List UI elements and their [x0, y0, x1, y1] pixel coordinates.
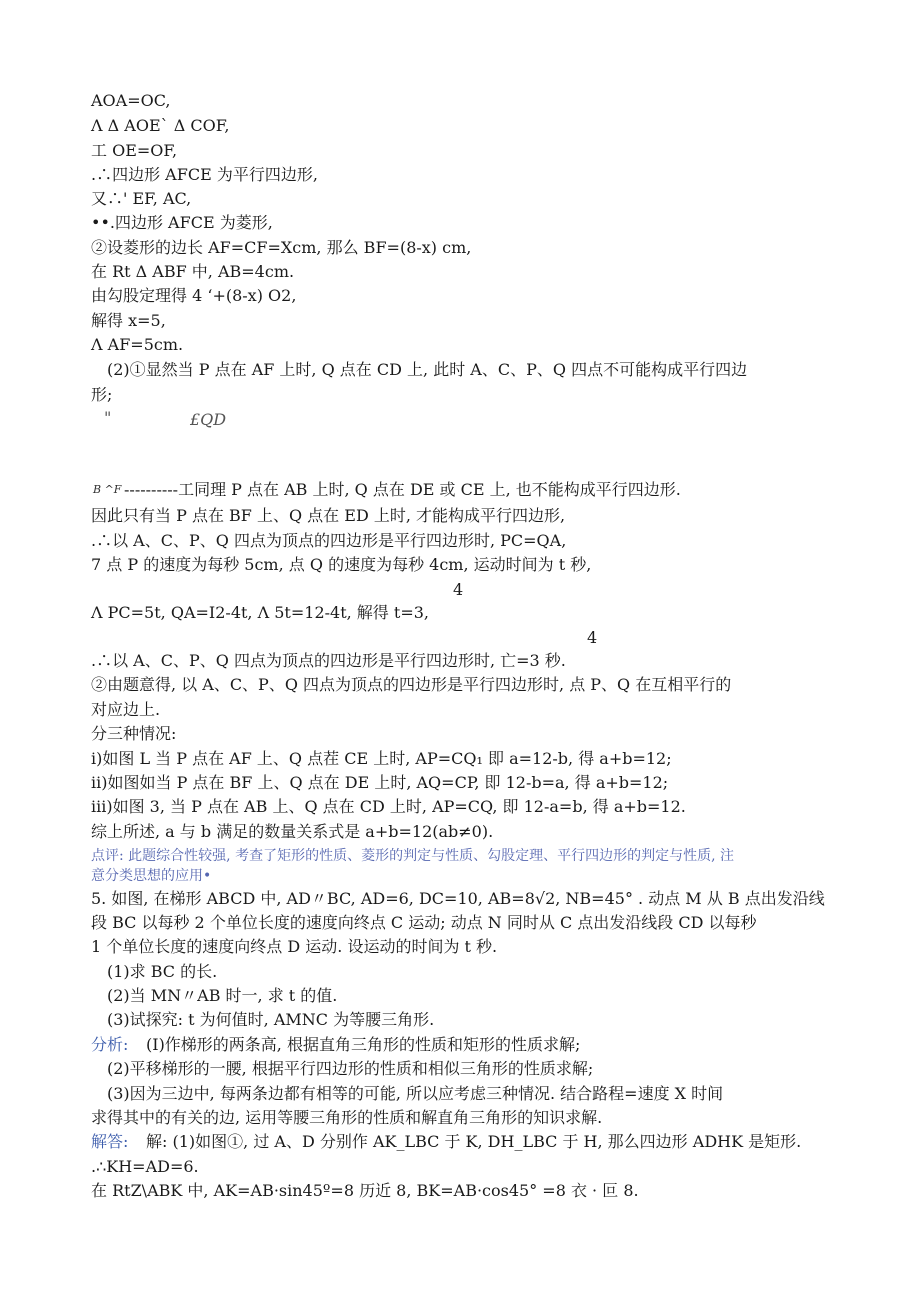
text-line: .∴以 A、C、P、Q 四点为顶点的四边形是平行四边形时, 亡=3 秒. — [91, 651, 566, 670]
comment-line: 意分类思想的应用• — [91, 868, 212, 884]
text-line: 在 Rt Δ ABF 中, AB=4cm. — [91, 262, 295, 281]
fraction-denominator: 4 — [453, 580, 464, 599]
text-line: 在 RtZ\ABK 中, AK=AB·sin45º=8 历近 8, BK=AB·cos45° =8 衣 · 叵 8. — [91, 1181, 639, 1200]
text-line: .∴KH=AD=6. — [91, 1157, 199, 1176]
text-line: Λ PC=5t, QA=I2-4t, Λ 5t=12-4t, 解得 t=3, — [91, 603, 429, 622]
figure-fragment-mark: " — [104, 408, 112, 427]
figure-label-bf: B ^F — [93, 483, 122, 496]
text-line: 1 个单位长度的速度向终点 D 运动. 设运动的时间为 t 秒. — [91, 937, 498, 956]
text-line: iii)如图 3, 当 P 点在 AB 上、Q 点在 CD 上时, AP=CQ, 即 12-a=b, 得 a+b=12. — [91, 797, 686, 816]
text-line: AOA=OC, — [91, 91, 171, 110]
text-line: ••.四边形 AFCE 为菱形, — [91, 213, 273, 232]
text-line: ii)如图如当 P 点在 BF 上、Q 点在 DE 上时, AQ=CP, 即 12-b=a, 得 a+b=12; — [91, 773, 669, 792]
text-line: 解得 x=5, — [91, 311, 166, 330]
text-line: 分三种情况: — [91, 724, 177, 743]
text-line: 综上所述, a 与 b 满足的数量关系式是 a+b=12(ab≠0). — [91, 822, 494, 841]
fraction-denominator: 4 — [587, 628, 598, 647]
text-line: ----------工同理 P 点在 AB 上时, Q 点在 DE 或 CE 上, 也不能构成平行四边形. — [124, 480, 681, 499]
text-line: (3)试探究: t 为何值时, AMNC 为等腰三角形. — [107, 1010, 435, 1029]
text-line: (1)求 BC 的长. — [107, 962, 218, 981]
text-line: 对应边上. — [91, 700, 161, 719]
text-line: i)如图 L 当 P 点在 AF 上、Q 点茬 CE 上时, AP=CQ₁ 即 a=12-b, 得 a+b=12; — [91, 749, 672, 768]
text-line: Λ Δ AOE` Δ COF, — [91, 116, 230, 135]
answer-heading: 解答: — [91, 1132, 129, 1151]
text-line: (2)平移梯形的一腰, 根据平行四边形的性质和相似三角形的性质求解; — [107, 1059, 594, 1078]
text-line: .∴以 A、C、P、Q 四点为顶点的四边形是平行四边形时, PC=QA, — [91, 531, 567, 550]
figure-label-qd: £QD — [190, 410, 227, 429]
text-line: 工 OE=OF, — [91, 141, 178, 160]
text-line: 形; — [91, 385, 113, 404]
text-line: (3)因为三边中, 每两条边都有相等的可能, 所以应考虑三种情况. 结合路程=速度 X 时间 — [107, 1084, 724, 1103]
text-line: 段 BC 以每秒 2 个单位长度的速度向终点 C 运动; 动点 N 同时从 C 点出发沿线段 CD 以每秒 — [91, 913, 757, 932]
comment-line: 点评: 此题综合性较强, 考查了矩形的性质、菱形的判定与性质、勾股定理、平行四边形的判定与性质, 注 — [91, 848, 734, 864]
text-line: Λ AF=5cm. — [91, 335, 184, 354]
text-line: .∴四边形 AFCE 为平行四边形, — [91, 165, 318, 184]
text-line: 因此只有当 P 点在 BF 上、Q 点在 ED 上时, 才能构成平行四边形, — [91, 506, 566, 525]
text-line: 解: (1)如图①, 过 A、D 分别作 AK_LBC 于 K, DH_LBC 于 H, 那么四边形 ADHK 是矩形. — [146, 1132, 802, 1151]
text-line: 又∴' EF, AC, — [91, 189, 192, 208]
text-line: 由勾股定理得 4 ‘+(8-x) O2, — [91, 286, 297, 305]
text-line: 7 点 P 的速度为每秒 5cm, 点 Q 的速度为每秒 4cm, 运动时间为 t 秒, — [91, 555, 592, 574]
text-line: (I)作梯形的两条高, 根据直角三角形的性质和矩形的性质求解; — [146, 1035, 581, 1054]
text-line: 5. 如图, 在梯形 ABCD 中, AD〃BC, AD=6, DC=10, AB=8√2, NB=45° . 动点 M 从 B 点出发沿线 — [91, 889, 825, 908]
text-line: 求得其中的有关的边, 运用等腰三角形的性质和解直角三角形的知识求解. — [91, 1108, 603, 1127]
text-line: (2)当 MN〃AB 时一, 求 t 的值. — [107, 986, 338, 1005]
text-line: ②由题意得, 以 A、C、P、Q 四点为顶点的四边形是平行四边形时, 点 P、Q 在互相平行的 — [91, 675, 732, 694]
analysis-heading: 分析: — [91, 1035, 129, 1054]
text-line: (2)①显然当 P 点在 AF 上时, Q 点在 CD 上, 此时 A、C、P、Q 四点不可能构成平行四边 — [107, 360, 748, 379]
text-line: ②设菱形的边长 AF=CF=Xcm, 那么 BF=(8-x) cm, — [91, 238, 472, 257]
